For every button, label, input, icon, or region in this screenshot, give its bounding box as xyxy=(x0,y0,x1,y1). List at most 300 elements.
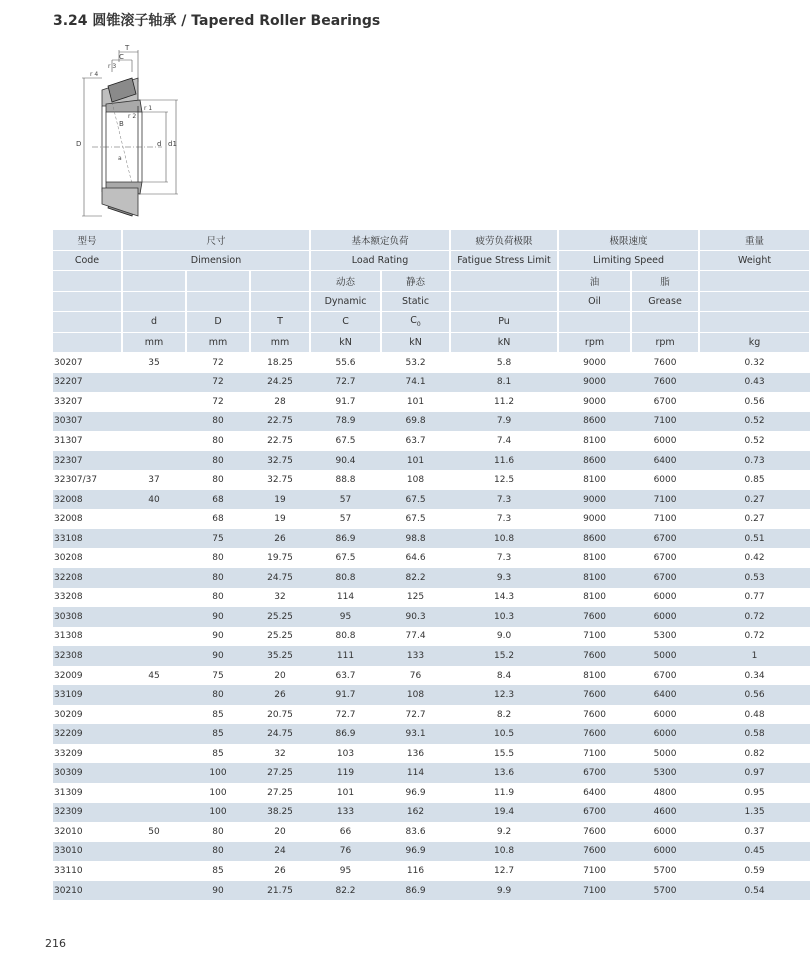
label-D: D xyxy=(76,140,82,148)
cell-D: 72 xyxy=(212,396,224,407)
cell-code: 33109 xyxy=(53,685,122,705)
cell-oil: 7100 xyxy=(583,865,606,876)
table-row xyxy=(53,842,810,862)
header-sym-D: D xyxy=(186,312,250,333)
table-row xyxy=(53,705,810,725)
cell-kg: 0.59 xyxy=(744,865,765,876)
label-r3: r 3 xyxy=(108,63,117,70)
table-row xyxy=(53,607,810,627)
cell-Pu: 9.3 xyxy=(450,568,558,588)
cell-C: 101 xyxy=(336,787,355,798)
cell-C: 80.8 xyxy=(310,568,381,588)
header-sym-C0: $C_0$ xyxy=(381,312,450,333)
cell-oil: 8100 xyxy=(583,670,606,681)
cell-T: 19 xyxy=(274,514,286,525)
cell-code: 32209 xyxy=(53,724,122,744)
cell-d xyxy=(122,763,186,783)
cell-d xyxy=(122,783,186,803)
cell-C0: 63.7 xyxy=(405,435,426,446)
cell-C: 76 xyxy=(310,842,381,862)
cell-grease: 6700 xyxy=(631,568,699,588)
cell-C: 91.7 xyxy=(335,396,356,407)
cell-D: 80 xyxy=(212,592,224,603)
cell-code: 31308 xyxy=(54,631,83,642)
cell-oil: 9000 xyxy=(558,490,631,510)
cell-code: 30309 xyxy=(53,763,122,783)
cell-kg: 1.35 xyxy=(699,803,810,823)
cell-kg: 0.97 xyxy=(699,763,810,783)
cell-grease: 5300 xyxy=(631,763,699,783)
cell-d: 35 xyxy=(148,357,160,368)
cell-Pu: 12.5 xyxy=(494,475,515,486)
cell-kg: 0.56 xyxy=(744,396,765,407)
table-row xyxy=(53,588,810,608)
cell-d xyxy=(122,744,186,764)
cell-Pu: 11.9 xyxy=(494,787,515,798)
table-row xyxy=(53,548,810,568)
cell-kg: 0.37 xyxy=(744,826,765,837)
page-number: 216 xyxy=(45,937,66,950)
cell-D: 72 xyxy=(212,357,224,368)
table-row xyxy=(53,744,810,764)
cell-Pu: 7.3 xyxy=(496,514,512,525)
cell-T: 19.75 xyxy=(267,553,293,564)
cell-oil: 9000 xyxy=(583,396,606,407)
cell-D: 100 xyxy=(186,763,250,783)
cell-T: 22.75 xyxy=(250,412,310,432)
cell-C0: 86.9 xyxy=(381,881,450,901)
cell-C: 111 xyxy=(310,646,381,666)
cell-code: 33110 xyxy=(54,865,83,876)
label-a: a xyxy=(118,155,122,162)
table-row xyxy=(53,666,810,686)
cell-C0: 74.1 xyxy=(381,373,450,393)
cell-C: 86.9 xyxy=(310,529,381,549)
cell-D: 100 xyxy=(186,803,250,823)
cell-T: 27.25 xyxy=(267,787,293,798)
cell-C0: 136 xyxy=(406,748,425,759)
cell-D: 68 xyxy=(212,514,224,525)
table-row xyxy=(53,470,810,490)
cell-C: 67.5 xyxy=(335,553,356,564)
cell-oil: 7600 xyxy=(558,685,631,705)
cell-C: 114 xyxy=(336,592,355,603)
cell-code: 33108 xyxy=(53,529,122,549)
cell-C: 72.7 xyxy=(335,709,356,720)
cell-T: 24.75 xyxy=(250,568,310,588)
label-B: B xyxy=(119,120,124,128)
header-dynamic-cn: 动态 xyxy=(310,271,381,292)
cell-Pu: 8.2 xyxy=(496,709,512,720)
cell-grease: 5000 xyxy=(631,646,699,666)
cell-kg: 0.34 xyxy=(744,670,765,681)
cell-Pu: 8.1 xyxy=(450,373,558,393)
cell-D: 90 xyxy=(186,646,250,666)
table-row xyxy=(53,783,810,803)
cell-C0: 114 xyxy=(381,763,450,783)
cell-grease: 6400 xyxy=(631,685,699,705)
cell-T: 32.75 xyxy=(267,475,293,486)
label-T: T xyxy=(125,44,130,52)
table-row xyxy=(53,724,810,744)
label-C: C xyxy=(119,53,124,61)
cell-T: 32 xyxy=(274,592,286,603)
header-code-cn: 型号 xyxy=(53,230,122,250)
cell-D: 90 xyxy=(186,607,250,627)
cell-grease: 7100 xyxy=(653,514,677,525)
cell-Pu: 7.9 xyxy=(450,412,558,432)
cell-kg: 0.27 xyxy=(699,490,810,510)
cell-C0: 101 xyxy=(381,451,450,471)
cell-oil: 8100 xyxy=(583,475,606,486)
table-row xyxy=(53,685,810,705)
header-code: Code xyxy=(53,250,122,271)
table-row xyxy=(53,451,810,471)
cell-C0: 98.8 xyxy=(381,529,450,549)
cell-Pu: 15.2 xyxy=(450,646,558,666)
table-header xyxy=(53,230,810,353)
cell-d xyxy=(122,588,186,608)
unit-weight: kg xyxy=(699,332,810,353)
cell-oil: 7600 xyxy=(583,826,606,837)
cell-kg: 0.72 xyxy=(699,607,810,627)
cell-D: 75 xyxy=(212,670,224,681)
cell-code: 30307 xyxy=(53,412,122,432)
table-row xyxy=(53,490,810,510)
table-row xyxy=(53,627,810,647)
cell-D: 85 xyxy=(186,724,250,744)
cell-Pu: 7.3 xyxy=(450,490,558,510)
cell-oil: 7600 xyxy=(583,709,606,720)
table-row xyxy=(53,412,810,432)
table-row xyxy=(53,803,810,823)
unit-T: mm xyxy=(250,332,310,353)
table-row xyxy=(53,861,810,881)
cell-kg: 0.32 xyxy=(744,357,765,368)
cell-T: 20 xyxy=(274,826,286,837)
cell-C: 95 xyxy=(339,865,352,876)
cell-T: 26 xyxy=(274,865,286,876)
cell-T: 18.25 xyxy=(267,357,293,368)
cell-C: 72.7 xyxy=(310,373,381,393)
cell-C0: 53.2 xyxy=(405,357,426,368)
cell-Pu: 12.7 xyxy=(494,865,515,876)
cell-d: 40 xyxy=(122,490,186,510)
cell-T: 22.75 xyxy=(267,435,293,446)
cell-D: 100 xyxy=(209,787,227,798)
page-title: 3.24 圆锥滚子轴承 / Tapered Roller Bearings xyxy=(53,13,381,29)
cell-C: 119 xyxy=(310,763,381,783)
cell-C0: 77.4 xyxy=(405,631,426,642)
table-row xyxy=(53,373,810,393)
cell-oil: 8600 xyxy=(558,412,631,432)
unit-Pu: kN xyxy=(450,332,558,353)
cell-C0: 76 xyxy=(409,670,422,681)
cell-T: 32 xyxy=(274,748,286,759)
cell-T: 25.25 xyxy=(267,631,293,642)
cell-grease: 6700 xyxy=(631,529,699,549)
cell-oil: 8600 xyxy=(558,529,631,549)
cell-code: 32309 xyxy=(53,803,122,823)
cell-oil: 7600 xyxy=(558,646,631,666)
cell-oil: 7600 xyxy=(558,724,631,744)
cell-d xyxy=(122,724,186,744)
cell-D: 80 xyxy=(186,685,250,705)
cell-code: 32009 xyxy=(54,670,83,681)
cell-d xyxy=(122,548,186,568)
cell-Pu: 10.8 xyxy=(450,842,558,862)
cell-d xyxy=(122,842,186,862)
header-sym-C: C xyxy=(310,312,381,333)
cell-D: 80 xyxy=(186,451,250,471)
cell-code: 32308 xyxy=(53,646,122,666)
cell-grease: 5000 xyxy=(653,748,677,759)
cell-D: 80 xyxy=(212,826,224,837)
cell-Pu: 19.4 xyxy=(450,803,558,823)
cell-C0: 90.3 xyxy=(381,607,450,627)
header-grease: Grease xyxy=(631,291,699,312)
cell-T: 32.75 xyxy=(250,451,310,471)
table-row xyxy=(53,353,810,373)
cell-C: 82.2 xyxy=(310,881,381,901)
cell-D: 90 xyxy=(186,881,250,901)
cell-grease: 7600 xyxy=(631,373,699,393)
cell-oil: 8100 xyxy=(583,435,606,446)
cell-T: 19 xyxy=(250,490,310,510)
cell-grease: 5300 xyxy=(653,631,677,642)
cell-oil: 8100 xyxy=(583,592,606,603)
cell-code: 32307/37 xyxy=(54,475,98,486)
cell-kg: 0.48 xyxy=(744,709,765,720)
cell-T: 28 xyxy=(274,396,286,407)
cell-kg: 0.73 xyxy=(699,451,810,471)
cell-C0: 101 xyxy=(406,396,425,407)
cell-code: 33010 xyxy=(53,842,122,862)
header-fatigue: Fatigue Stress Limit xyxy=(450,250,558,271)
cell-C: 95 xyxy=(310,607,381,627)
cell-C: 63.7 xyxy=(335,670,356,681)
cell-d xyxy=(122,803,186,823)
cell-C: 103 xyxy=(336,748,355,759)
cell-D: 72 xyxy=(186,373,250,393)
cell-oil: 7600 xyxy=(558,607,631,627)
cell-oil: 9000 xyxy=(583,514,606,525)
table-row xyxy=(53,529,810,549)
cell-Pu: 5.8 xyxy=(496,357,512,368)
header-speed-cn: 极限速度 xyxy=(558,230,699,250)
cell-C0: 64.6 xyxy=(405,553,426,564)
cell-T: 24.25 xyxy=(250,373,310,393)
cell-C0: 69.8 xyxy=(381,412,450,432)
unit-D: mm xyxy=(186,332,250,353)
cell-D: 80 xyxy=(212,553,224,564)
cell-code: 31309 xyxy=(54,787,83,798)
cell-T: 21.75 xyxy=(250,881,310,901)
cell-kg: 0.85 xyxy=(744,475,765,486)
cell-grease: 6700 xyxy=(653,670,677,681)
cell-d xyxy=(122,881,186,901)
cell-C0: 133 xyxy=(381,646,450,666)
table-row xyxy=(53,509,810,529)
header-oil-cn: 油 xyxy=(558,271,631,292)
cell-grease: 7600 xyxy=(653,357,677,368)
cell-grease: 6000 xyxy=(631,842,699,862)
unit-grease: rpm xyxy=(631,332,699,353)
bearing-spec-table xyxy=(53,230,810,900)
cell-D: 85 xyxy=(212,709,224,720)
table-row xyxy=(53,881,810,901)
cell-kg: 0.53 xyxy=(699,568,810,588)
cell-C0: 67.5 xyxy=(381,490,450,510)
cell-T: 27.25 xyxy=(250,763,310,783)
cell-d xyxy=(122,431,186,451)
cell-C: 67.5 xyxy=(335,435,356,446)
cell-d xyxy=(122,373,186,393)
cell-T: 26 xyxy=(250,685,310,705)
cell-oil: 7100 xyxy=(558,881,631,901)
cell-kg: 0.77 xyxy=(744,592,765,603)
cell-grease: 4800 xyxy=(653,787,677,798)
cell-grease: 6000 xyxy=(653,592,677,603)
cell-oil: 7600 xyxy=(558,842,631,862)
cell-oil: 8100 xyxy=(558,568,631,588)
cell-C: 88.8 xyxy=(335,475,356,486)
cell-Pu: 13.6 xyxy=(450,763,558,783)
cell-Pu: 11.2 xyxy=(494,396,515,407)
cell-code: 30209 xyxy=(54,709,83,720)
cell-Pu: 8.4 xyxy=(496,670,512,681)
cell-code: 30210 xyxy=(53,881,122,901)
header-fatigue-cn: 疲劳负荷极限 xyxy=(450,230,558,250)
cell-Pu: 10.3 xyxy=(450,607,558,627)
label-r1: r 1 xyxy=(144,105,153,112)
header-static-cn: 静态 xyxy=(381,271,450,292)
header-sym-d: d xyxy=(122,312,186,333)
cell-C0: 67.5 xyxy=(405,514,426,525)
cell-C0: 108 xyxy=(406,475,425,486)
cell-kg: 0.51 xyxy=(699,529,810,549)
label-r4: r 4 xyxy=(90,71,99,78)
table-row xyxy=(53,568,810,588)
cell-code: 32010 xyxy=(54,826,83,837)
cell-grease: 6700 xyxy=(653,553,677,564)
cell-C: 91.7 xyxy=(310,685,381,705)
cell-Pu: 11.6 xyxy=(450,451,558,471)
header-grease-cn: 脂 xyxy=(631,271,699,292)
cell-code: 33209 xyxy=(54,748,83,759)
cell-d: 50 xyxy=(148,826,160,837)
cell-code: 32307 xyxy=(53,451,122,471)
cell-kg: 0.52 xyxy=(744,435,765,446)
cell-kg: 0.52 xyxy=(699,412,810,432)
cell-C0: 162 xyxy=(381,803,450,823)
cell-C0: 108 xyxy=(381,685,450,705)
cell-T: 20.75 xyxy=(267,709,293,720)
cell-d xyxy=(122,451,186,471)
cell-kg: 0.72 xyxy=(744,631,765,642)
cell-kg: 0.58 xyxy=(699,724,810,744)
cell-d xyxy=(122,627,186,647)
cell-grease: 5700 xyxy=(653,865,677,876)
bearing-diagram xyxy=(62,42,202,222)
cell-D: 80 xyxy=(212,475,224,486)
cell-D: 85 xyxy=(212,865,224,876)
table-row xyxy=(53,431,810,451)
cell-C0: 72.7 xyxy=(405,709,426,720)
header-sym-Pu: Pu xyxy=(450,312,558,333)
header-load-cn: 基本额定负荷 xyxy=(310,230,450,250)
cell-C: 66 xyxy=(339,826,352,837)
cell-grease: 6700 xyxy=(653,396,677,407)
cell-Pu: 15.5 xyxy=(494,748,515,759)
cell-code: 32208 xyxy=(53,568,122,588)
cell-kg: 1 xyxy=(699,646,810,666)
cell-C: 57 xyxy=(339,514,352,525)
cell-grease: 7100 xyxy=(631,412,699,432)
cell-C: 78.9 xyxy=(310,412,381,432)
cell-C: 57 xyxy=(310,490,381,510)
cell-Pu: 10.8 xyxy=(450,529,558,549)
cell-oil: 8600 xyxy=(558,451,631,471)
cell-oil: 9000 xyxy=(558,373,631,393)
cell-C0: 82.2 xyxy=(381,568,450,588)
cell-Pu: 9.0 xyxy=(496,631,512,642)
cell-d xyxy=(122,861,186,881)
cell-C0: 116 xyxy=(406,865,425,876)
cell-code: 30207 xyxy=(54,357,83,368)
table-row xyxy=(53,646,810,666)
table-body xyxy=(53,353,810,901)
cell-D: 90 xyxy=(212,631,224,642)
cell-T: 20 xyxy=(274,670,286,681)
cell-C0: 96.9 xyxy=(381,842,450,862)
cell-Pu: 9.9 xyxy=(450,881,558,901)
header-sym-T: T xyxy=(250,312,310,333)
header-weight: Weight xyxy=(699,250,810,271)
header-dynamic: Dynamic xyxy=(310,291,381,312)
cell-d: 37 xyxy=(148,475,160,486)
cell-code: 32008 xyxy=(54,514,83,525)
cell-kg: 0.42 xyxy=(744,553,765,564)
cell-code: 32008 xyxy=(53,490,122,510)
cell-D: 80 xyxy=(186,568,250,588)
cell-oil: 7100 xyxy=(583,748,606,759)
cell-Pu: 7.4 xyxy=(496,435,512,446)
cell-T: 38.25 xyxy=(250,803,310,823)
header-oil: Oil xyxy=(558,291,631,312)
cell-grease: 6000 xyxy=(653,435,677,446)
cell-D: 80 xyxy=(212,435,224,446)
cell-C0: 93.1 xyxy=(381,724,450,744)
cell-d xyxy=(122,392,186,412)
header-weight-cn: 重量 xyxy=(699,230,810,250)
cell-oil: 6700 xyxy=(558,763,631,783)
cell-grease: 6000 xyxy=(631,724,699,744)
header-dimension-cn: 尺寸 xyxy=(122,230,310,250)
cell-oil: 7100 xyxy=(583,631,606,642)
cell-kg: 0.54 xyxy=(699,881,810,901)
cell-T: 24.75 xyxy=(250,724,310,744)
cell-kg: 0.95 xyxy=(744,787,765,798)
cell-d xyxy=(122,529,186,549)
cell-C: 133 xyxy=(310,803,381,823)
label-d1: d1 xyxy=(168,140,177,148)
table-row xyxy=(53,392,810,412)
cell-C0: 83.6 xyxy=(405,826,426,837)
unit-d: mm xyxy=(122,332,186,353)
cell-Pu: 12.3 xyxy=(450,685,558,705)
cell-T: 26 xyxy=(250,529,310,549)
